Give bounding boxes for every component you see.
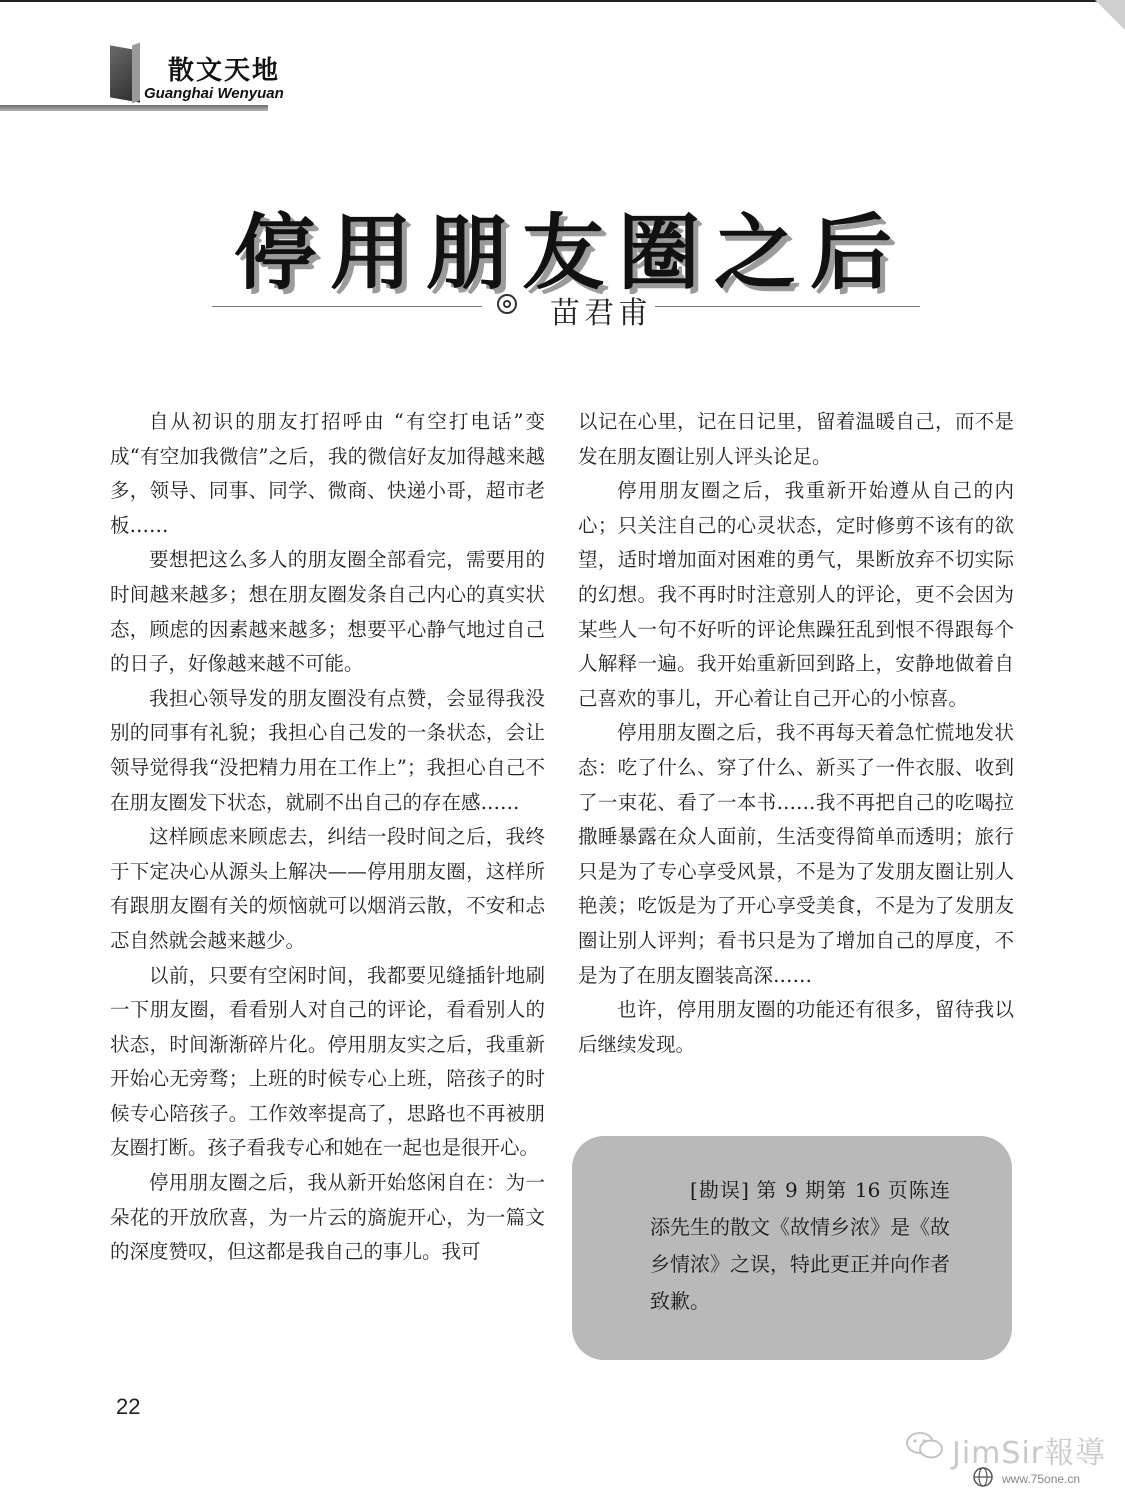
header-rule	[0, 105, 268, 111]
article-title: 停用朋友圈之后	[233, 205, 906, 301]
column-right	[578, 405, 1014, 1062]
paragraph: 自从初识的朋友打招呼由 “有空打电话”变成“有空加我微信”之后，我的微信好友加得越来越多，领导、同事、同学、微商、快递小哥，超市老板……	[110, 410, 545, 537]
byline-circle-icon	[497, 294, 517, 314]
paragraph: 要想把这么多人的朋友圈全部看完，需要用的时间越来越多；想在朋友圈发条自己内心的真实状态，顾虑的因素越来越多；想要平心静气地过自己的日子，好像越来越不可能。	[110, 548, 545, 676]
section-subtitle: Guanghai Wenyuan	[144, 85, 284, 102]
errata-box	[572, 1136, 1012, 1360]
watermark-url: www.75one.cn	[1002, 1472, 1081, 1486]
paragraph: 停用朋友圈之后，我从新开始悠闲自在：为一朵花的开放欣喜，为一片云的旖旎开心，为一篇文的深度赞叹，但这都是我自己的事儿。我可	[110, 1171, 545, 1264]
paragraph: 停用朋友圈之后，我重新开始遵从自己的内心；只关注自己的心灵状态，定时修剪不该有的欲望，适时增加面对困难的勇气，果断放弃不切实际的幻想。我不再时时注意别人的评论，更不会因为某些人一句不好听的评论焦躁狂乱到恨不得跟每个人解释一遍。我开始重新回到路上，安静地做着自己喜欢的事儿，开心着让自己开心的小惊喜。	[578, 479, 1014, 710]
article-author: 苗君甫	[550, 296, 652, 331]
watermark-brand: JimSir報導	[952, 1436, 1107, 1471]
byline-rule-left	[212, 306, 482, 307]
paragraph: 这样顾虑来顾虑去，纠结一段时间之后，我终于下定决心从源头上解决——停用朋友圈，这样所有跟朋友圈有关的烦恼就可以烟消云散，不安和忐忑自然就会越来越少。	[110, 825, 545, 952]
paragraph: 也许，停用朋友圈的功能还有很多，留待我以后继续发现。	[578, 998, 1014, 1056]
paragraph: 以前，只要有空闲时间，我都要见缝插针地刷一下朋友圈，看看别人对自己的评论，看看别人的状态，时间渐渐碎片化。停用朋友实之后，我重新开始心无旁骛；上班的时候专心上班，陪孩子的时候专心陪孩子。工作效率提高了，思路也不再被朋友圈打断。孩子看我专心和她在一起也是很开心。	[110, 963, 545, 1160]
column-left	[110, 405, 545, 1270]
globe-icon	[972, 1466, 994, 1488]
section-title: 散文天地	[168, 56, 281, 86]
wechat-icon	[905, 1430, 945, 1460]
byline-rule-right	[655, 306, 920, 307]
section-logo-accent	[132, 43, 140, 104]
errata-text: [勘误] 第 9 期第 16 页陈连添先生的散文《故情乡浓》是《故乡情浓》之误，特此更正并向作者致歉。	[650, 1178, 950, 1313]
page-corner	[1095, 0, 1125, 30]
top-border	[0, 0, 1125, 2]
paragraph-continued: 以记在心里，记在日记里，留着温暖自己，而不是发在朋友圈让别人评头论足。	[578, 410, 1014, 468]
paragraph: 我担心领导发的朋友圈没有点赞，会显得我没别的同事有礼貌；我担心自己发的一条状态，会让领导觉得我“没把精力用在工作上”；我担心自己不在朋友圈发下状态，就刷不出自己的存在感……	[110, 686, 545, 814]
paragraph: 停用朋友圈之后，我不再每天着急忙慌地发状态：吃了什么、穿了什么、新买了一件衣服、收到了一束花、看了一本书……我不再把自己的吃喝拉撒睡暴露在众人面前，生活变得简单而透明；旅行只是为了专心享受风景，不是为了发朋友圈让别人艳羡；吃饭是为了开心享受美食，不是为了发朋友圈让别人评判；看书只是为了增加自己的厚度，不是为了在朋友圈装高深……	[578, 721, 1014, 987]
page-number: 22	[116, 1394, 141, 1419]
